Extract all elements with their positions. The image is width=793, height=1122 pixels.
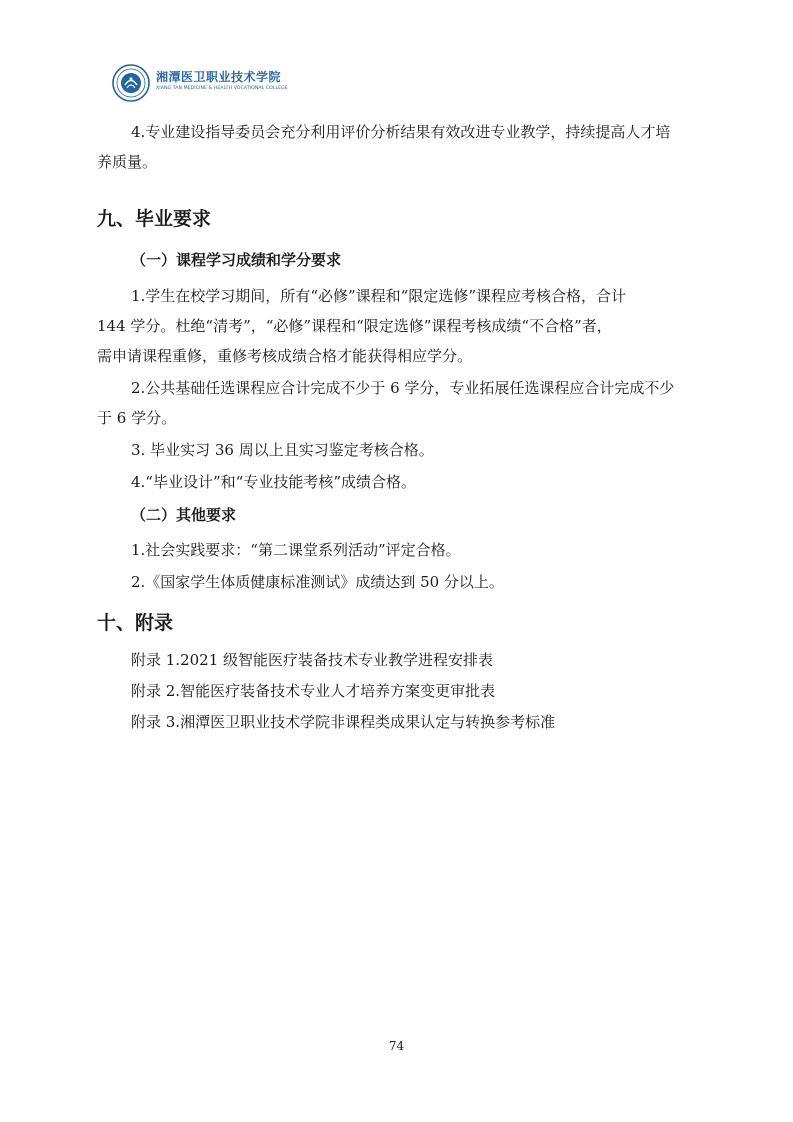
paragraph-line: 4.“毕业设计”和“专业技能考核”成绩合格。 — [131, 473, 416, 491]
paragraph-line: 144 学分。杜绝“清考”，“必修”课程和“限定选修”课程考核成绩“不合格”者， — [97, 317, 612, 335]
college-emblem-icon — [112, 64, 150, 102]
subsection-heading-course-credits: （一）课程学习成绩和学分要求 — [131, 251, 342, 269]
appendix-item: 附录 1.2021 级智能医疗装备技术专业教学进程安排表 — [131, 651, 494, 669]
paragraph-line: 3. 毕业实习 36 周以上且实习鉴定考核合格。 — [131, 441, 434, 459]
section-heading-appendix: 十、附录 — [97, 612, 174, 634]
subsection-heading-other-requirements: （二）其他要求 — [131, 506, 237, 524]
appendix-item: 附录 3.湘潭医卫职业技术学院非课程类成果认定与转换参考标准 — [131, 713, 556, 731]
paragraph-line: 2.《国家学生体质健康标准测试》成绩达到 50 分以上。 — [131, 573, 504, 591]
paragraph-line: 1.社会实践要求：“第二课堂系列活动”评定合格。 — [131, 541, 461, 559]
appendix-item: 附录 2.智能医疗装备技术专业人才培养方案变更审批表 — [131, 682, 496, 700]
paragraph-line: 1.学生在校学习期间，所有“必修”课程和“限定选修”课程应考核合格，合计 — [131, 287, 626, 305]
paragraph-line: 养质量。 — [97, 153, 158, 171]
page-number: 74 — [388, 1039, 405, 1053]
college-logo — [112, 64, 288, 104]
paragraph-line: 2.公共基础任选课程应合计完成不少于 6 学分，专业拓展任选课程应合计完成不少 — [131, 379, 675, 397]
college-name-english: XIANG TAN MEDICINE & HEALTH VOCATIONAL COLLEGE — [156, 86, 288, 91]
section-heading-graduation-requirements: 九、毕业要求 — [97, 208, 212, 230]
paragraph-line: 需申请课程重修，重修考核成绩合格才能获得相应学分。 — [97, 347, 473, 365]
paragraph-line: 4.专业建设指导委员会充分利用评价分析结果有效改进专业教学，持续提高人才培 — [131, 123, 671, 141]
paragraph-line: 于 6 学分。 — [97, 409, 177, 427]
college-name: 湘潭医卫职业技术学院 — [156, 70, 282, 84]
